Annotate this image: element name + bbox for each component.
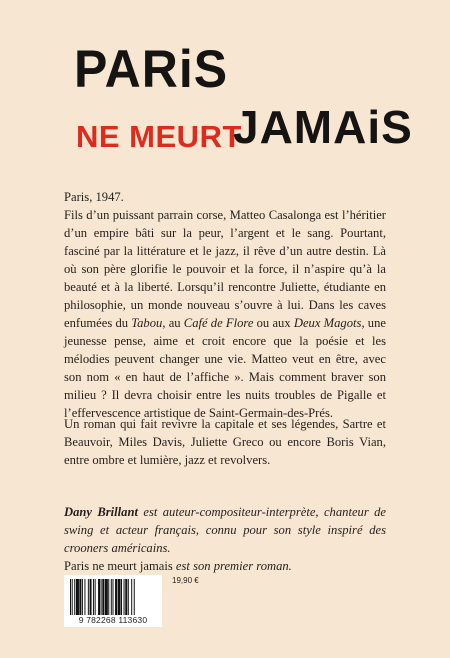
title-ne-meurt: NE MEURT bbox=[76, 119, 242, 154]
title-jamais: JAMAiS bbox=[233, 101, 413, 153]
barcode-bar bbox=[70, 579, 71, 615]
author-tail: est son premier roman. bbox=[172, 559, 292, 573]
synopsis-dateline: Paris, 1947. bbox=[64, 190, 124, 204]
title-paris: PARiS bbox=[74, 39, 229, 99]
barcode-bar bbox=[134, 579, 135, 615]
barcode-bar bbox=[98, 579, 100, 615]
synopsis-text-b: , au bbox=[162, 316, 184, 330]
barcode-bar bbox=[131, 579, 132, 615]
barcode-bar bbox=[79, 579, 81, 615]
barcode-bar bbox=[72, 579, 73, 615]
author-book-title: Paris ne meurt jamais bbox=[64, 559, 173, 573]
author-paragraph bbox=[64, 503, 386, 575]
barcode-bar bbox=[118, 579, 121, 615]
barcode bbox=[64, 575, 162, 627]
barcode-bar bbox=[76, 579, 79, 615]
author-name: Dany Brillant bbox=[64, 505, 138, 519]
synopsis-text-c: ou aux bbox=[253, 316, 294, 330]
venue-magots: Deux Magots bbox=[293, 316, 362, 330]
barcode-bar bbox=[84, 579, 85, 615]
venue-tabou: Tabou bbox=[131, 316, 163, 330]
barcode-bar bbox=[88, 579, 89, 615]
barcode-bar bbox=[108, 579, 109, 615]
barcode-bar bbox=[121, 579, 122, 615]
barcode-bar bbox=[90, 579, 92, 615]
barcode-bar bbox=[113, 579, 114, 615]
barcode-bar bbox=[128, 579, 129, 615]
author-bio bbox=[64, 503, 386, 575]
summary-paragraph: Un roman qui fait revivre la capitale et ses légendes, Sartre et Beauvoir, Miles Davis, Juliette Greco ou encore Boris Vian, entre ombre et lumière, jazz et revolvers. bbox=[64, 417, 386, 467]
synopsis-text-a: Fils d’un puissant parrain corse, Matteo Casalonga est l’héritier d’un empire bâti sur la peur, l’argent et le sang. Pourtant, fasciné par la littérature et le jazz, il rêve d’un autre destin. Là où son père glorifie le pouvoir et la force, il n’aspire qu’à la beauté et à la liberté. Lorsqu’il rencontre Juliette, étudiante en philosophie, un monde nouveau s’ouvre à lui. Dans les caves enfumées du bbox=[64, 208, 386, 330]
barcode-bar bbox=[93, 579, 94, 615]
barcode-bar bbox=[105, 579, 108, 615]
isbn-number: 9 782268 113630 bbox=[78, 615, 148, 625]
barcode-bar bbox=[124, 579, 125, 615]
barcode-bars bbox=[70, 579, 156, 615]
barcode-bar bbox=[102, 579, 104, 615]
barcode-bar bbox=[82, 579, 83, 615]
price: 19,90 € bbox=[172, 576, 199, 585]
barcode-bar bbox=[115, 579, 117, 615]
barcode-bar bbox=[125, 579, 127, 615]
barcode-bar bbox=[101, 579, 102, 615]
barcode-bar bbox=[111, 579, 112, 615]
synopsis-text-d: , une jeunesse pense, aime et croit encore que la poésie et les mélodies peuvent changer une vie. Matteo veut en être, avec son nom « en haut de l’affiche ». Mais comment braver son milieu ? Il devra choisir entre les nuits troubles de Pigalle et l’effervescence artistique de Saint-Germain-des-Prés. bbox=[64, 316, 386, 420]
venue-flore: Café de Flore bbox=[183, 316, 254, 330]
summary bbox=[64, 415, 386, 469]
barcode-bar bbox=[95, 579, 96, 615]
author-desc: est auteur-compositeur-interprète, chanteur de swing et acteur français, connu pour son style inspiré des crooners américains. bbox=[64, 505, 387, 555]
synopsis-paragraph bbox=[64, 206, 386, 422]
barcode-bar bbox=[74, 579, 75, 615]
synopsis bbox=[64, 188, 386, 422]
